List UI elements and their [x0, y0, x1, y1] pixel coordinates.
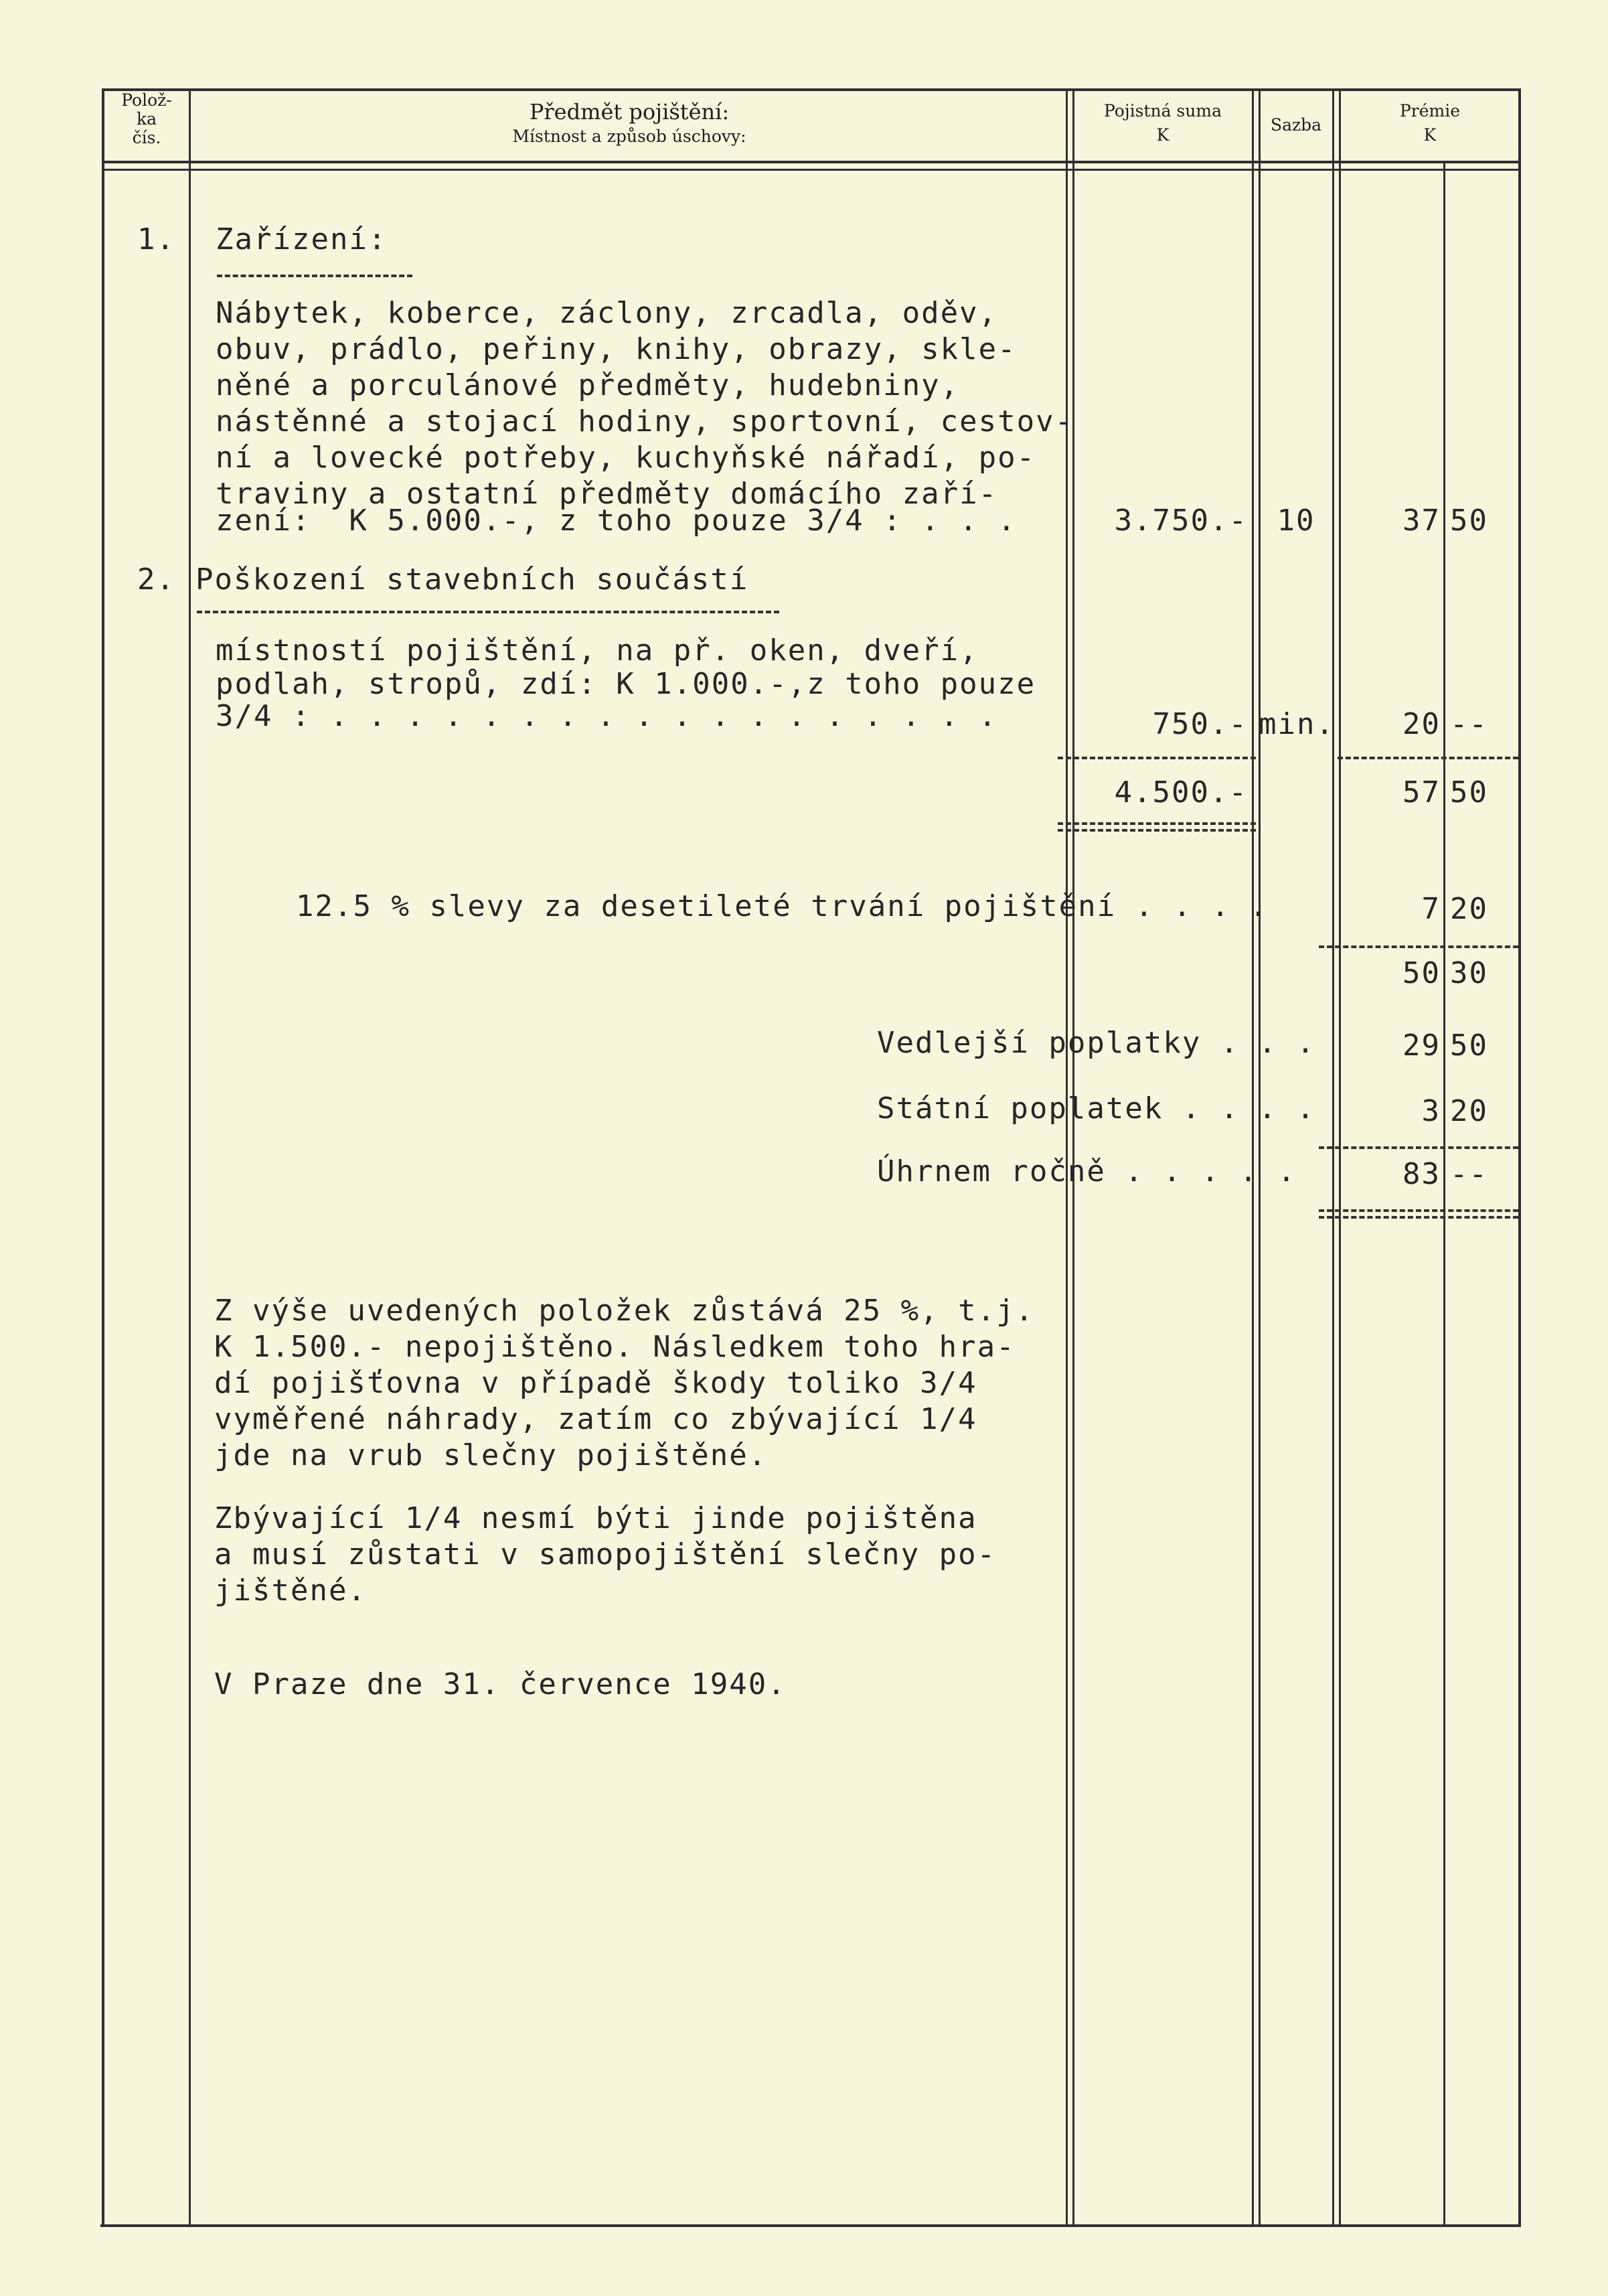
note-1-line-5: jde na vrub slečny pojištěné. — [214, 1438, 768, 1472]
item-2-number: 2. — [137, 562, 175, 597]
table-left-border — [102, 88, 104, 2227]
discount-premium-crowns: 7 — [1421, 892, 1441, 926]
note-1-line-2: K 1.500.- nepojištěno. Následkem toho hra- — [214, 1330, 1016, 1364]
item-2-sum: 750.- — [1152, 707, 1248, 741]
annual-total-premium-crowns: 83 — [1402, 1157, 1441, 1191]
table-top-border — [102, 88, 1521, 91]
item-column-divider — [189, 88, 191, 2224]
state-fee-label: Státní poplatek . . . . — [877, 1091, 1316, 1126]
rate-premium-divider-2 — [1339, 88, 1341, 2224]
note-2-line-2: a musí zůstati v samopojištění slečny po- — [214, 1537, 997, 1572]
item-2-title: Poškození stavebních součástí — [195, 562, 749, 597]
item-2-line-3: 3/4 : . . . . . . . . . . . . . . . . . . — [216, 699, 998, 733]
sum-subtotal-rule — [1058, 757, 1256, 759]
note-2-line-1: Zbývající 1/4 nesmí býti jinde pojištěna — [214, 1501, 977, 1535]
rate-premium-divider — [1332, 88, 1334, 2224]
item-1-sum: 3.750.- — [1114, 504, 1248, 538]
item-1-line-1: Nábytek, koberce, záclony, zrcadla, oděv, — [216, 296, 998, 330]
item-1-number: 1. — [137, 222, 175, 256]
item-1-premium-hellers: 50 — [1450, 504, 1488, 538]
annual-total-label: Úhrnem ročně . . . . . — [877, 1154, 1297, 1189]
item-1-line-5: ní a lovecké potřeby, kuchyňské nářadí, po- — [216, 441, 1036, 475]
item-1-line-7: zení: K 5.000.-, z toho pouze 3/4 : . . . — [216, 504, 1017, 538]
table-right-border — [1518, 88, 1521, 2227]
side-fees-label: Vedlejší poplatky . . . — [877, 1026, 1316, 1060]
table-bottom-border — [100, 2224, 1521, 2227]
side-fees-premium-crowns: 29 — [1402, 1028, 1441, 1063]
header-bottom-rule — [102, 161, 1521, 163]
header-rate: Sazba — [1270, 115, 1322, 135]
annual-total-premium-hellers: -- — [1450, 1157, 1488, 1191]
header-item-line-2: ka — [136, 109, 157, 129]
header-bottom-rule-2 — [102, 169, 1521, 171]
header-subject-title: Předmět pojištění: — [529, 99, 730, 125]
header-sum-label: Pojistná suma — [1104, 101, 1222, 121]
item-2-premium-crowns: 20 — [1402, 707, 1441, 741]
discount-premium-hellers: 20 — [1450, 892, 1488, 926]
item-2-rate: min. — [1259, 707, 1335, 741]
item-1-line-3: něné a porculánové předměty, hudebniny, — [216, 368, 960, 402]
header-premium-label: Prémie — [1399, 101, 1461, 121]
subtotal-premium-hellers: 50 — [1450, 775, 1488, 810]
premium-cents-divider — [1443, 163, 1445, 2224]
side-fees-premium-hellers: 50 — [1450, 1028, 1488, 1063]
discount-label: 12.5 % slevy za desetileté trvání pojištění . . . . — [296, 889, 1269, 923]
header-item-line-1: Polož- — [121, 90, 172, 110]
header-item-line-3: čís. — [132, 128, 161, 147]
header-premium — [1343, 99, 1517, 147]
discount-rule — [1319, 945, 1518, 948]
date-line: V Praze dne 31. července 1940. — [214, 1667, 787, 1701]
header-subject — [194, 98, 1064, 147]
subtotal-premium-crowns: 57 — [1402, 775, 1441, 810]
item-2-title-underline — [197, 611, 779, 613]
state-fee-premium-crowns: 3 — [1421, 1094, 1441, 1128]
item-2-premium-hellers: -- — [1450, 707, 1488, 741]
premium-subtotal-rule — [1338, 757, 1518, 759]
state-fee-rule — [1319, 1146, 1518, 1149]
annual-total-double-rule — [1319, 1209, 1518, 1219]
header-premium-unit: K — [1423, 125, 1437, 145]
note-1-line-1: Z výše uvedených položek zůstává 25 %, t.j. — [214, 1294, 1035, 1328]
subtotal-sum: 4.500.- — [1114, 775, 1248, 810]
header-item-number — [106, 91, 187, 147]
item-1-premium-crowns: 37 — [1402, 504, 1441, 538]
note-2-line-3: jištěné. — [214, 1574, 367, 1608]
after-discount-premium-hellers: 30 — [1450, 956, 1488, 990]
header-subject-subtitle: Místnost a způsob úschovy: — [512, 127, 746, 146]
item-1-line-4: nástěnné a stojací hodiny, sportovní, cestov- — [216, 404, 1074, 439]
header-sum — [1075, 99, 1251, 147]
item-2-line-2: podlah, stropů, zdí: K 1.000.-,z toho pouze — [216, 667, 1036, 701]
note-1-line-3: dí pojišťovna v případě škody toliko 3/4 — [214, 1366, 977, 1400]
item-2-line-1: místností pojištění, na př. oken, dveří, — [216, 633, 979, 668]
item-1-line-2: obuv, prádlo, peřiny, knihy, obrazy, skle- — [216, 332, 1017, 366]
item-1-title-underline — [217, 275, 412, 277]
subtotal-sum-double-rule — [1058, 822, 1256, 832]
state-fee-premium-hellers: 20 — [1450, 1094, 1488, 1128]
item-1-line-6: traviny a ostatní předměty domácího zaří- — [216, 477, 998, 511]
item-1-title: Zařízení: — [216, 222, 388, 256]
item-1-rate: 10 — [1277, 504, 1315, 538]
after-discount-premium-crowns: 50 — [1402, 956, 1441, 990]
note-1-line-4: vyměřené náhrady, zatím co zbývající 1/4 — [214, 1402, 977, 1436]
header-sum-unit: K — [1156, 125, 1170, 145]
